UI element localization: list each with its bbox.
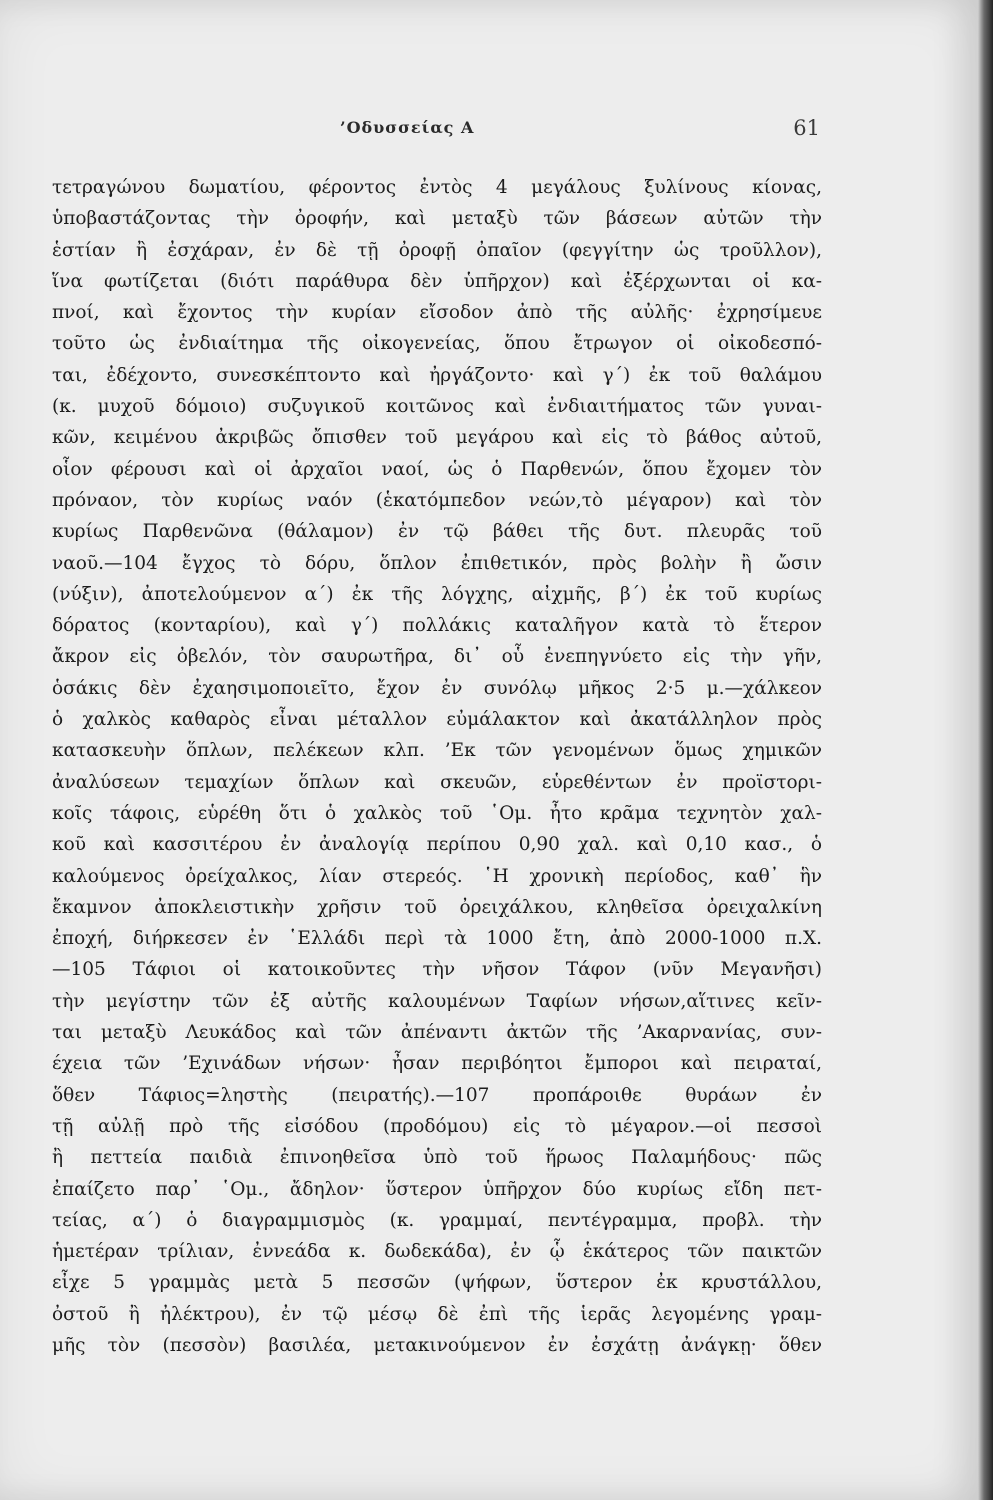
text-line: ἢ πεττεία παιδιὰ ἐπινοηθεῖσα ὑπὸ τοῦ ἥρωος Παλαμήδους· πῶς bbox=[52, 1147, 822, 1169]
text-line: ἵνα φωτίζεται (διότι παράθυρα δὲν ὑπῆρχον) καὶ ἐξέρχωνται οἱ κα- bbox=[52, 270, 822, 292]
text-line: εἶχε 5 γραμμὰς μετὰ 5 πεσσῶν (ψήφων, ὕστερον ἐκ κρυστάλλου, bbox=[52, 1272, 822, 1294]
text-line: ὁσάκις δὲν ἐχαησιμοποιεῖτο, ἔχον ἐν συνόλῳ μῆκος 2·5 μ.—χάλκεον bbox=[52, 677, 822, 699]
text-line: —105 Τάφιοι οἱ κατοικοῦντες τὴν νῆσον Τάφον (νῦν Μεγανῆσι) bbox=[52, 959, 822, 981]
text-line: ἔκαμνον ἀποκλειστικὴν χρῆσιν τοῦ ὀρειχάλκου, κληθεῖσα ὀρειχαλκίνη bbox=[52, 896, 822, 918]
text-line: ὅθεν Τάφιος=ληστὴς (πειρατής).—107 προπάροιθε θυράων ἐν bbox=[52, 1084, 822, 1106]
text-line: ἐποχή, διήρκεσεν ἐν ῾Ελλάδι περὶ τὰ 1000 ἔτη, ἀπὸ 2000-1000 π.Χ. bbox=[52, 928, 822, 950]
text-line: δόρατος (κονταρίου), καὶ γ΄) πολλάκις καταλῆγον κατὰ τὸ ἕτερον bbox=[52, 615, 822, 637]
text-line: έχεια τῶν ’Εχινάδων νήσων· ἦσαν περιβόητοι ἔμποροι καὶ πειραταί, bbox=[52, 1053, 822, 1075]
text-line: (κ. μυχοῦ δόμοιο) συζυγικοῦ κοιτῶνος καὶ ἐνδιαιτήματος τῶν γυναι- bbox=[52, 396, 822, 418]
text-line: (νύξιν), ἀποτελούμενον α΄) ἐκ τῆς λόγχης, αἰχμῆς, β΄) ἐκ τοῦ κυρίως bbox=[52, 583, 822, 605]
text-line: ἄκρον εἰς ὀβελόν, τὸν σαυρωτῆρα, δι᾿ οὗ ἐνεπηγνύετο εἰς τὴν γῆν, bbox=[52, 646, 822, 668]
body-text bbox=[52, 172, 822, 1361]
text-line: τείας, α΄) ὁ διαγραμμισμὸς (κ. γραμμαί, πεντέγραμμα, προβλ. τὴν bbox=[52, 1209, 822, 1231]
text-line: πνοί, καὶ ἔχοντος τὴν κυρίαν εἴσοδον ἀπὸ τῆς αὐλῆς· ἐχρησίμευε bbox=[52, 302, 822, 324]
text-line: ἡμετέραν τρίλιαν, ἐννεάδα κ. δωδεκάδα), ἐν ᾧ ἑκάτερος τῶν παικτῶν bbox=[52, 1241, 822, 1263]
text-line: πρόναον, τὸν κυρίως ναόν (ἑκατόμπεδον νεών,τὸ μέγαρον) καὶ τὸν bbox=[52, 489, 822, 511]
text-line: τοῦτο ὡς ἐνδιαίτημα τῆς οἰκογενείας, ὅπου ἔτρωγον οἱ οἰκοδεσπό- bbox=[52, 333, 822, 355]
text-line: ναοῦ.—104 ἔγχος τὸ δόρυ, ὅπλον ἐπιθετικόν, πρὸς βολὴν ἢ ὤσιν bbox=[52, 552, 822, 574]
text-line: ται, ἐδέχοντο, συνεσκέπτοντο καὶ ἠργάζοντο· καὶ γ΄) ἐκ τοῦ θαλάμου bbox=[52, 364, 822, 386]
text-line: κῶν, κειμένου ἀκριβῶς ὄπισθεν τοῦ μεγάρου καὶ εἰς τὸ βάθος αὐτοῦ, bbox=[52, 427, 822, 449]
text-line: ὁ χαλκὸς καθαρὸς εἶναι μέταλλον εὐμάλακτον καὶ ἀκατάλληλον πρὸς bbox=[52, 709, 822, 731]
text-line: οἷον φέρουσι καὶ οἱ ἀρχαῖοι ναοί, ὡς ὁ Παρθενών, ὅπου ἔχομεν τὸν bbox=[52, 458, 822, 480]
text-line: κοῦ καὶ κασσιτέρου ἐν ἀναλογίᾳ περίπου 0,90 χαλ. καὶ 0,10 κασ., ὁ bbox=[52, 834, 822, 856]
text-line: κοῖς τάφοις, εὑρέθη ὅτι ὁ χαλκὸς τοῦ ῾Ομ. ἦτο κρᾶμα τεχνητὸν χαλ- bbox=[52, 802, 822, 824]
text-line: ἑστίαν ἢ ἐσχάραν, ἐν δὲ τῇ ὀροφῇ ὀπαῖον (φεγγίτην ὡς τροῦλλον), bbox=[52, 239, 822, 261]
text-line: κυρίως Παρθενῶνα (θάλαμον) ἐν τῷ βάθει τῆς δυτ. πλευρᾶς τοῦ bbox=[52, 521, 822, 543]
page-edge-shadow bbox=[978, 0, 993, 1500]
text-line: κατασκευὴν ὅπλων, πελέκεων κλπ. ’Εκ τῶν γενομένων ὅμως χημικῶν bbox=[52, 740, 822, 762]
page-number: 61 bbox=[793, 116, 820, 140]
text-line: ἀναλύσεων τεμαχίων ὅπλων καὶ σκευῶν, εὑρεθέντων ἐν προϊστορι- bbox=[52, 771, 822, 793]
text-line: ὀστοῦ ἢ ἠλέκτρου), ἐν τῷ μέσῳ δὲ ἐπὶ τῆς ἱερᾶς λεγομένης γραμ- bbox=[52, 1303, 822, 1325]
text-line: ἐπαίζετο παρ᾿ ῾Ομ., ἄδηλον· ὕστερον ὑπῆρχον δύο κυρίως εἴδη πετ- bbox=[52, 1178, 822, 1200]
text-line: τῇ αὐλῇ πρὸ τῆς εἰσόδου (προδόμου) εἰς τὸ μέγαρον.—οἱ πεσσοὶ bbox=[52, 1115, 822, 1137]
page-header bbox=[330, 118, 820, 148]
text-line: καλούμενος ὀρείχαλκος, λίαν στερεός. ῾Η χρονικὴ περίοδος, καθ᾿ ἣν bbox=[52, 865, 822, 887]
text-line: τὴν μεγίστην τῶν ἐξ αὐτῆς καλουμένων Ταφίων νήσων,αἵτινες κεῖν- bbox=[52, 990, 822, 1012]
text-line: τετραγώνου δωματίου, φέροντος ἐντὸς 4 μεγάλους ξυλίνους κίονας, bbox=[52, 177, 822, 198]
text-line: μῆς τὸν (πεσσὸν) βασιλέα, μετακινούμενον ἐν ἐσχάτῃ ἀνάγκῃ· ὅθεν bbox=[52, 1334, 822, 1356]
text-line: ται μεταξὺ Λευκάδος καὶ τῶν ἀπέναντι ἀκτῶν τῆς ’Ακαρνανίας, συν- bbox=[52, 1022, 822, 1044]
running-title: ’Οδυσσείας Α bbox=[340, 118, 475, 137]
text-line: ὑποβαστάζοντας τὴν ὀροφήν, καὶ μεταξὺ τῶν βάσεων αὐτῶν τὴν bbox=[52, 208, 822, 230]
